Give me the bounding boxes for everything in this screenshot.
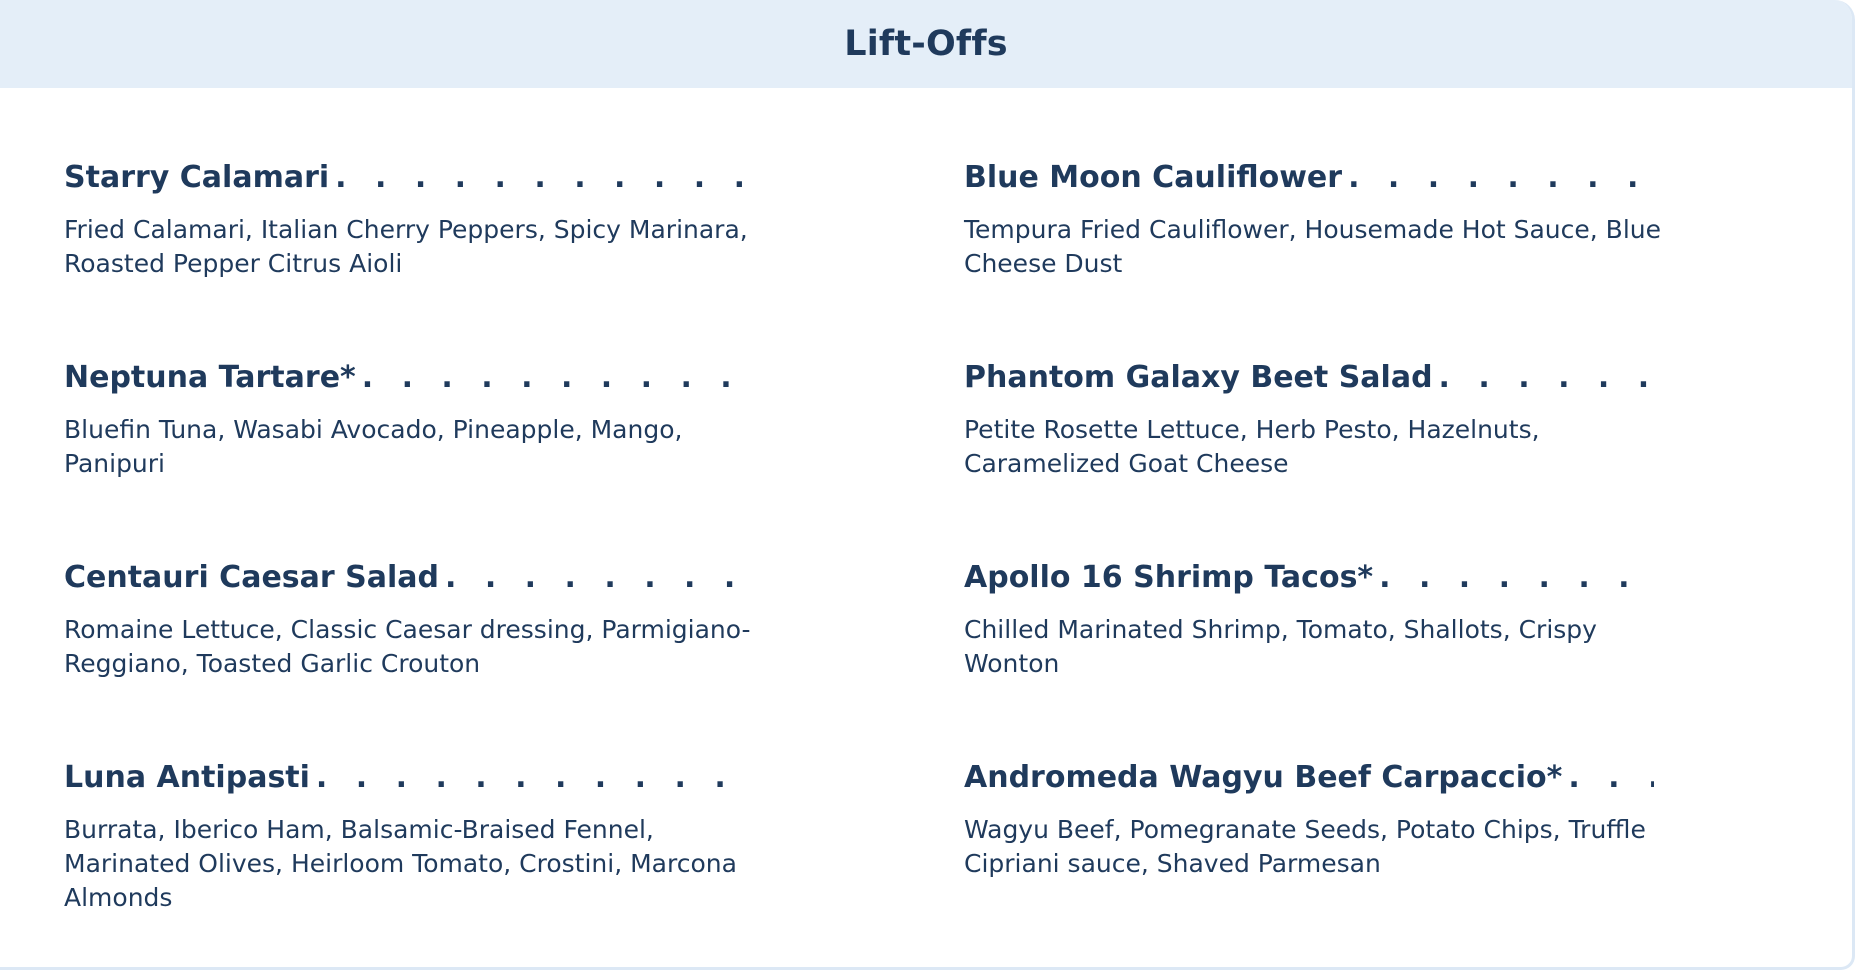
menu-item-name: Centauri Caesar Salad: [64, 560, 439, 595]
menu-item-heading: [964, 160, 1654, 195]
dot-leader: [316, 760, 754, 795]
menu-item-apollo-16-shrimp-tacos: [964, 560, 1654, 681]
menu-item-description: Wagyu Beef, Pomegranate Seeds, Potato Chips, Truffle Cipriani sauce, Shaved Parmesan: [964, 815, 1646, 878]
menu-item-phantom-galaxy-beet-salad: [964, 360, 1654, 481]
menu-item-description: Fried Calamari, Italian Cherry Peppers, Spicy Marinara, Roasted Pepper Citrus Aioli: [64, 215, 748, 278]
menu-item-name: Neptuna Tartare*: [64, 360, 356, 395]
menu-item-name: Starry Calamari: [64, 160, 330, 195]
menu-item-description: Tempura Fried Cauliflower, Housemade Hot Sauce, Blue Cheese Dust: [964, 215, 1661, 278]
dot-leader: [335, 160, 754, 195]
menu-item-heading: [964, 560, 1654, 595]
menu-item-description: Petite Rosette Lettuce, Herb Pesto, Hazelnuts, Caramelized Goat Cheese: [964, 415, 1540, 478]
menu-item-heading: [64, 560, 754, 595]
menu-item-description: Bluefin Tuna, Wasabi Avocado, Pineapple, Mango, Panipuri: [64, 415, 683, 478]
dot-leader: [362, 360, 754, 395]
menu-item-heading: [64, 760, 754, 795]
menu-item-name: Andromeda Wagyu Beef Carpaccio*: [964, 760, 1563, 795]
menu-item-name: Phantom Galaxy Beet Salad: [964, 360, 1433, 395]
menu-item-neptuna-tartare: [64, 360, 754, 481]
menu-grid: [64, 88, 1852, 967]
dot-leader: [445, 560, 754, 595]
menu-item-name: Apollo 16 Shrimp Tacos*: [964, 560, 1374, 595]
menu-item-description: Chilled Marinated Shrimp, Tomato, Shallots, Crispy Wonton: [964, 615, 1597, 678]
menu-item-blue-moon-cauliflower: [964, 160, 1661, 281]
menu-item-description: Romaine Lettuce, Classic Caesar dressing, Parmigiano-Reggiano, Toasted Garlic Crouton: [64, 615, 751, 678]
dot-leader: [1348, 160, 1654, 195]
dot-leader: [1439, 360, 1654, 395]
menu-item-description: Burrata, Iberico Ham, Balsamic-Braised Fennel, Marinated Olives, Heirloom Tomato, Crostini, Marcona Almonds: [64, 815, 737, 912]
menu-item-luna-antipasti: [64, 760, 754, 915]
menu-item-name: Luna Antipasti: [64, 760, 310, 795]
dot-leader: [1568, 760, 1654, 795]
menu-item-starry-calamari: [64, 160, 754, 281]
section-header: [0, 0, 1852, 88]
menu-item-heading: [964, 760, 1654, 795]
menu-item-heading: [64, 160, 754, 195]
dot-leader: [1379, 560, 1654, 595]
menu-item-heading: [964, 360, 1654, 395]
menu-item-name: Blue Moon Cauliflower: [964, 160, 1343, 195]
section-title: Lift-Offs: [844, 24, 1008, 64]
menu-item-heading: [64, 360, 754, 395]
menu-item-andromeda-wagyu-beef-carpaccio: [964, 760, 1654, 881]
menu-item-centauri-caesar-salad: [64, 560, 754, 681]
